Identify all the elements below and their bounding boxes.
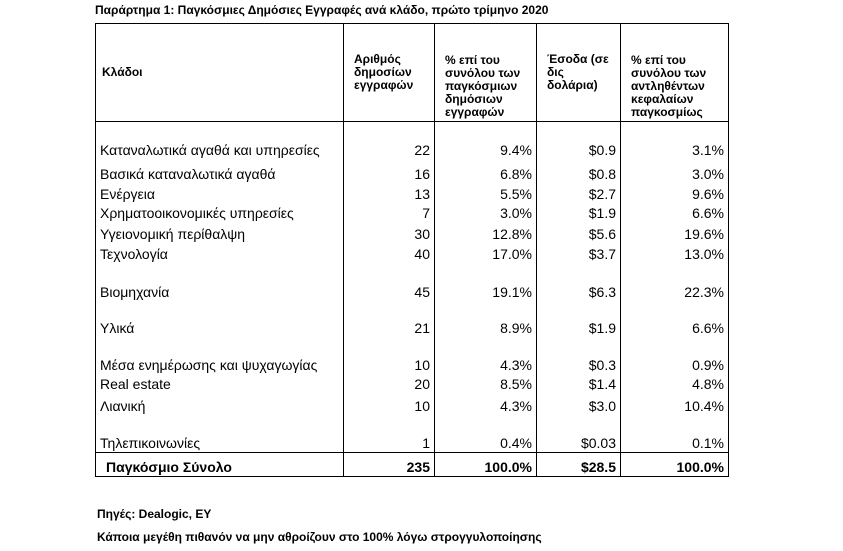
cell-pct-count: 19.1% xyxy=(435,263,537,301)
cell-pct-count: 4.3% xyxy=(435,337,537,374)
cell-revenue: $0.3 xyxy=(537,337,621,374)
cell-sector: Βιομηχανία xyxy=(96,263,344,301)
table-row xyxy=(96,263,729,301)
cell-pct-capital: 9.6% xyxy=(621,183,729,203)
cell-pct-count: 8.5% xyxy=(435,374,537,393)
cell-revenue: $0.9 xyxy=(537,122,621,159)
rounding-note: Κάποια μεγέθη πιθανόν να μην αθροίζουν στο 100% λόγω στρογγυλοποίησης xyxy=(97,530,542,544)
cell-revenue: $2.7 xyxy=(537,183,621,203)
cell-pct-capital: 0.9% xyxy=(621,337,729,374)
cell-count: 20 xyxy=(344,374,435,393)
cell-pct-count: 3.0% xyxy=(435,203,537,222)
table-row xyxy=(96,337,729,374)
table-row xyxy=(96,415,729,453)
cell-pct-count: 9.4% xyxy=(435,122,537,159)
ipo-sector-table xyxy=(95,23,729,477)
cell-revenue: $5.6 xyxy=(537,222,621,243)
total-count: 235 xyxy=(344,453,435,477)
total-sector: Παγκόσμιο Σύνολο xyxy=(96,453,344,477)
cell-pct-count: 0.4% xyxy=(435,415,537,453)
table-row xyxy=(96,183,729,203)
cell-revenue: $3.0 xyxy=(537,393,621,415)
cell-revenue: $0.03 xyxy=(537,415,621,453)
cell-sector: Τεχνολογία xyxy=(96,243,344,263)
cell-pct-count: 12.8% xyxy=(435,222,537,243)
table-row xyxy=(96,159,729,183)
cell-count: 16 xyxy=(344,159,435,183)
cell-sector: Χρηματοοικονομικές υπηρεσίες xyxy=(96,203,344,222)
table-row xyxy=(96,393,729,415)
cell-sector: Καταναλωτικά αγαθά και υπηρεσίες xyxy=(96,122,344,159)
table-row xyxy=(96,203,729,222)
cell-revenue: $3.7 xyxy=(537,243,621,263)
cell-pct-capital: 22.3% xyxy=(621,263,729,301)
header-row xyxy=(96,24,729,122)
cell-count: 7 xyxy=(344,203,435,222)
table-title: Παράρτημα 1: Παγκόσμιες Δημόσιες Εγγραφές ανά κλάδο, πρώτο τρίμηνο 2020 xyxy=(95,3,549,17)
table-row xyxy=(96,301,729,337)
cell-count: 22 xyxy=(344,122,435,159)
total-pct-capital: 100.0% xyxy=(621,453,729,477)
total-revenue: $28.5 xyxy=(537,453,621,477)
table-row xyxy=(96,222,729,243)
cell-sector: Βασικά καταναλωτικά αγαθά xyxy=(96,159,344,183)
cell-count: 21 xyxy=(344,301,435,337)
cell-count: 30 xyxy=(344,222,435,243)
cell-sector: Υγειονομική περίθαλψη xyxy=(96,222,344,243)
cell-pct-count: 5.5% xyxy=(435,183,537,203)
cell-count: 40 xyxy=(344,243,435,263)
cell-revenue: $1.9 xyxy=(537,301,621,337)
table-row xyxy=(96,243,729,263)
cell-count: 45 xyxy=(344,263,435,301)
header-revenue: Έσοδα (σε δις δολάρια) xyxy=(537,24,621,122)
cell-pct-count: 4.3% xyxy=(435,393,537,415)
cell-count: 1 xyxy=(344,415,435,453)
cell-pct-capital: 6.6% xyxy=(621,301,729,337)
cell-pct-capital: 13.0% xyxy=(621,243,729,263)
total-pct-count: 100.0% xyxy=(435,453,537,477)
cell-sector: Real estate xyxy=(96,374,344,393)
cell-sector: Υλικά xyxy=(96,301,344,337)
header-count: Αριθμός δημοσίων εγγραφών xyxy=(344,24,435,122)
cell-count: 13 xyxy=(344,183,435,203)
header-sector: Κλάδοι xyxy=(96,24,344,122)
cell-revenue: $6.3 xyxy=(537,263,621,301)
cell-pct-count: 17.0% xyxy=(435,243,537,263)
cell-sector: Λιανική xyxy=(96,393,344,415)
table-body xyxy=(96,122,729,477)
cell-sector: Ενέργεια xyxy=(96,183,344,203)
table-row xyxy=(96,122,729,159)
cell-pct-count: 8.9% xyxy=(435,301,537,337)
source-note: Πηγές: Dealogic, EY xyxy=(97,507,212,521)
cell-revenue: $1.9 xyxy=(537,203,621,222)
cell-pct-capital: 4.8% xyxy=(621,374,729,393)
cell-sector: Μέσα ενημέρωσης και ψυχαγωγίας xyxy=(96,337,344,374)
cell-pct-capital: 3.0% xyxy=(621,159,729,183)
total-row xyxy=(96,453,729,477)
cell-revenue: $1.4 xyxy=(537,374,621,393)
cell-pct-capital: 3.1% xyxy=(621,122,729,159)
header-pct-count: % επί του συνόλου των παγκόσμιων δημόσιων εγγραφών xyxy=(435,24,537,122)
cell-pct-count: 6.8% xyxy=(435,159,537,183)
cell-pct-capital: 19.6% xyxy=(621,222,729,243)
cell-count: 10 xyxy=(344,337,435,374)
cell-pct-capital: 6.6% xyxy=(621,203,729,222)
cell-revenue: $0.8 xyxy=(537,159,621,183)
cell-pct-capital: 0.1% xyxy=(621,415,729,453)
cell-sector: Τηλεπικοινωνίες xyxy=(96,415,344,453)
table-row xyxy=(96,374,729,393)
cell-count: 10 xyxy=(344,393,435,415)
header-pct-capital: % επί του συνόλου των αντληθέντων κεφαλαίων παγκοσμίως xyxy=(621,24,729,122)
cell-pct-capital: 10.4% xyxy=(621,393,729,415)
